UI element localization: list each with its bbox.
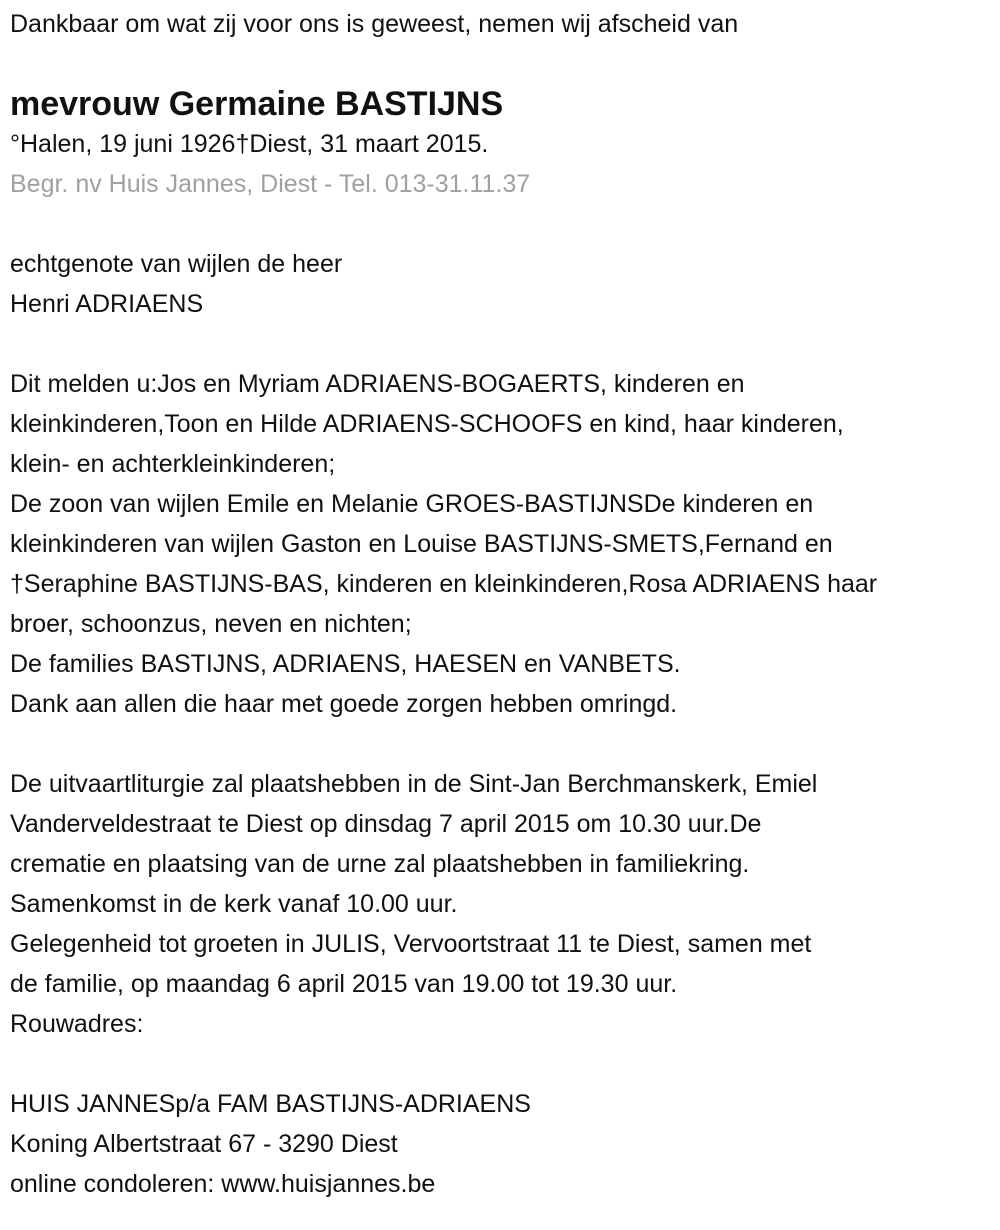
undertaker-info: Begr. nv Huis Jannes, Diest - Tel. 013-31.11.37 xyxy=(10,170,531,198)
spacer xyxy=(10,724,1000,764)
ceremony-line: De uitvaartliturgie zal plaatshebben in de Sint-Jan Berchmanskerk, Emiel xyxy=(10,770,818,798)
ceremony-line: crematie en plaatsing van de urne zal plaatshebben in familiekring. xyxy=(10,850,750,878)
spacer xyxy=(10,324,1000,364)
family-line: †Seraphine BASTIJNS-BAS, kinderen en kleinkinderen,Rosa ADRIAENS haar xyxy=(10,570,878,598)
ceremony-line: Gelegenheid tot groeten in JULIS, Vervoortstraat 11 te Diest, samen met xyxy=(10,930,812,958)
family-line: Dit melden u:Jos en Myriam ADRIAENS-BOGAERTS, kinderen en xyxy=(10,370,745,398)
address-line: Koning Albertstraat 67 - 3290 Diest xyxy=(10,1130,398,1158)
intro-text: Dankbaar om wat zij voor ons is geweest, nemen wij afscheid van xyxy=(10,10,739,38)
family-line: De zoon van wijlen Emile en Melanie GROES-BASTIJNSDe kinderen en xyxy=(10,490,814,518)
spacer xyxy=(10,204,1000,244)
deceased-name: mevrouw Germaine BASTIJNS xyxy=(10,85,504,123)
family-line: Dank aan allen die haar met goede zorgen hebben omringd. xyxy=(10,690,678,718)
spacer xyxy=(10,44,1000,84)
family-line: kleinkinderen,Toon en Hilde ADRIAENS-SCHOOFS en kind, haar kinderen, xyxy=(10,410,844,438)
ceremony-section xyxy=(10,764,1000,1044)
spouse-line: Henri ADRIAENS xyxy=(10,290,204,318)
ceremony-line: Vanderveldestraat te Diest op dinsdag 7 april 2015 om 10.30 uur.De xyxy=(10,810,762,838)
ceremony-line: Rouwadres: xyxy=(10,1010,144,1038)
ceremony-line: de familie, op maandag 6 april 2015 van 19.00 tot 19.30 uur. xyxy=(10,970,678,998)
condolence-link: online condoleren: www.huisjannes.be xyxy=(10,1170,436,1198)
ceremony-line: Samenkomst in de kerk vanaf 10.00 uur. xyxy=(10,890,458,918)
spouse-section xyxy=(10,244,1000,324)
family-line: kleinkinderen van wijlen Gaston en Louise BASTIJNS-SMETS,Fernand en xyxy=(10,530,833,558)
address-line: HUIS JANNESp/a FAM BASTIJNS-ADRIAENS xyxy=(10,1090,531,1118)
family-line: De families BASTIJNS, ADRIAENS, HAESEN en VANBETS. xyxy=(10,650,681,678)
birth-death-dates: °Halen, 19 juni 1926†Diest, 31 maart 2015. xyxy=(10,130,489,158)
spacer xyxy=(10,1044,1000,1084)
spouse-line: echtgenote van wijlen de heer xyxy=(10,250,343,278)
address-section xyxy=(10,1084,1000,1204)
family-line: klein- en achterkleinkinderen; xyxy=(10,450,336,478)
family-line: broer, schoonzus, neven en nichten; xyxy=(10,610,412,638)
family-section xyxy=(10,364,1000,724)
